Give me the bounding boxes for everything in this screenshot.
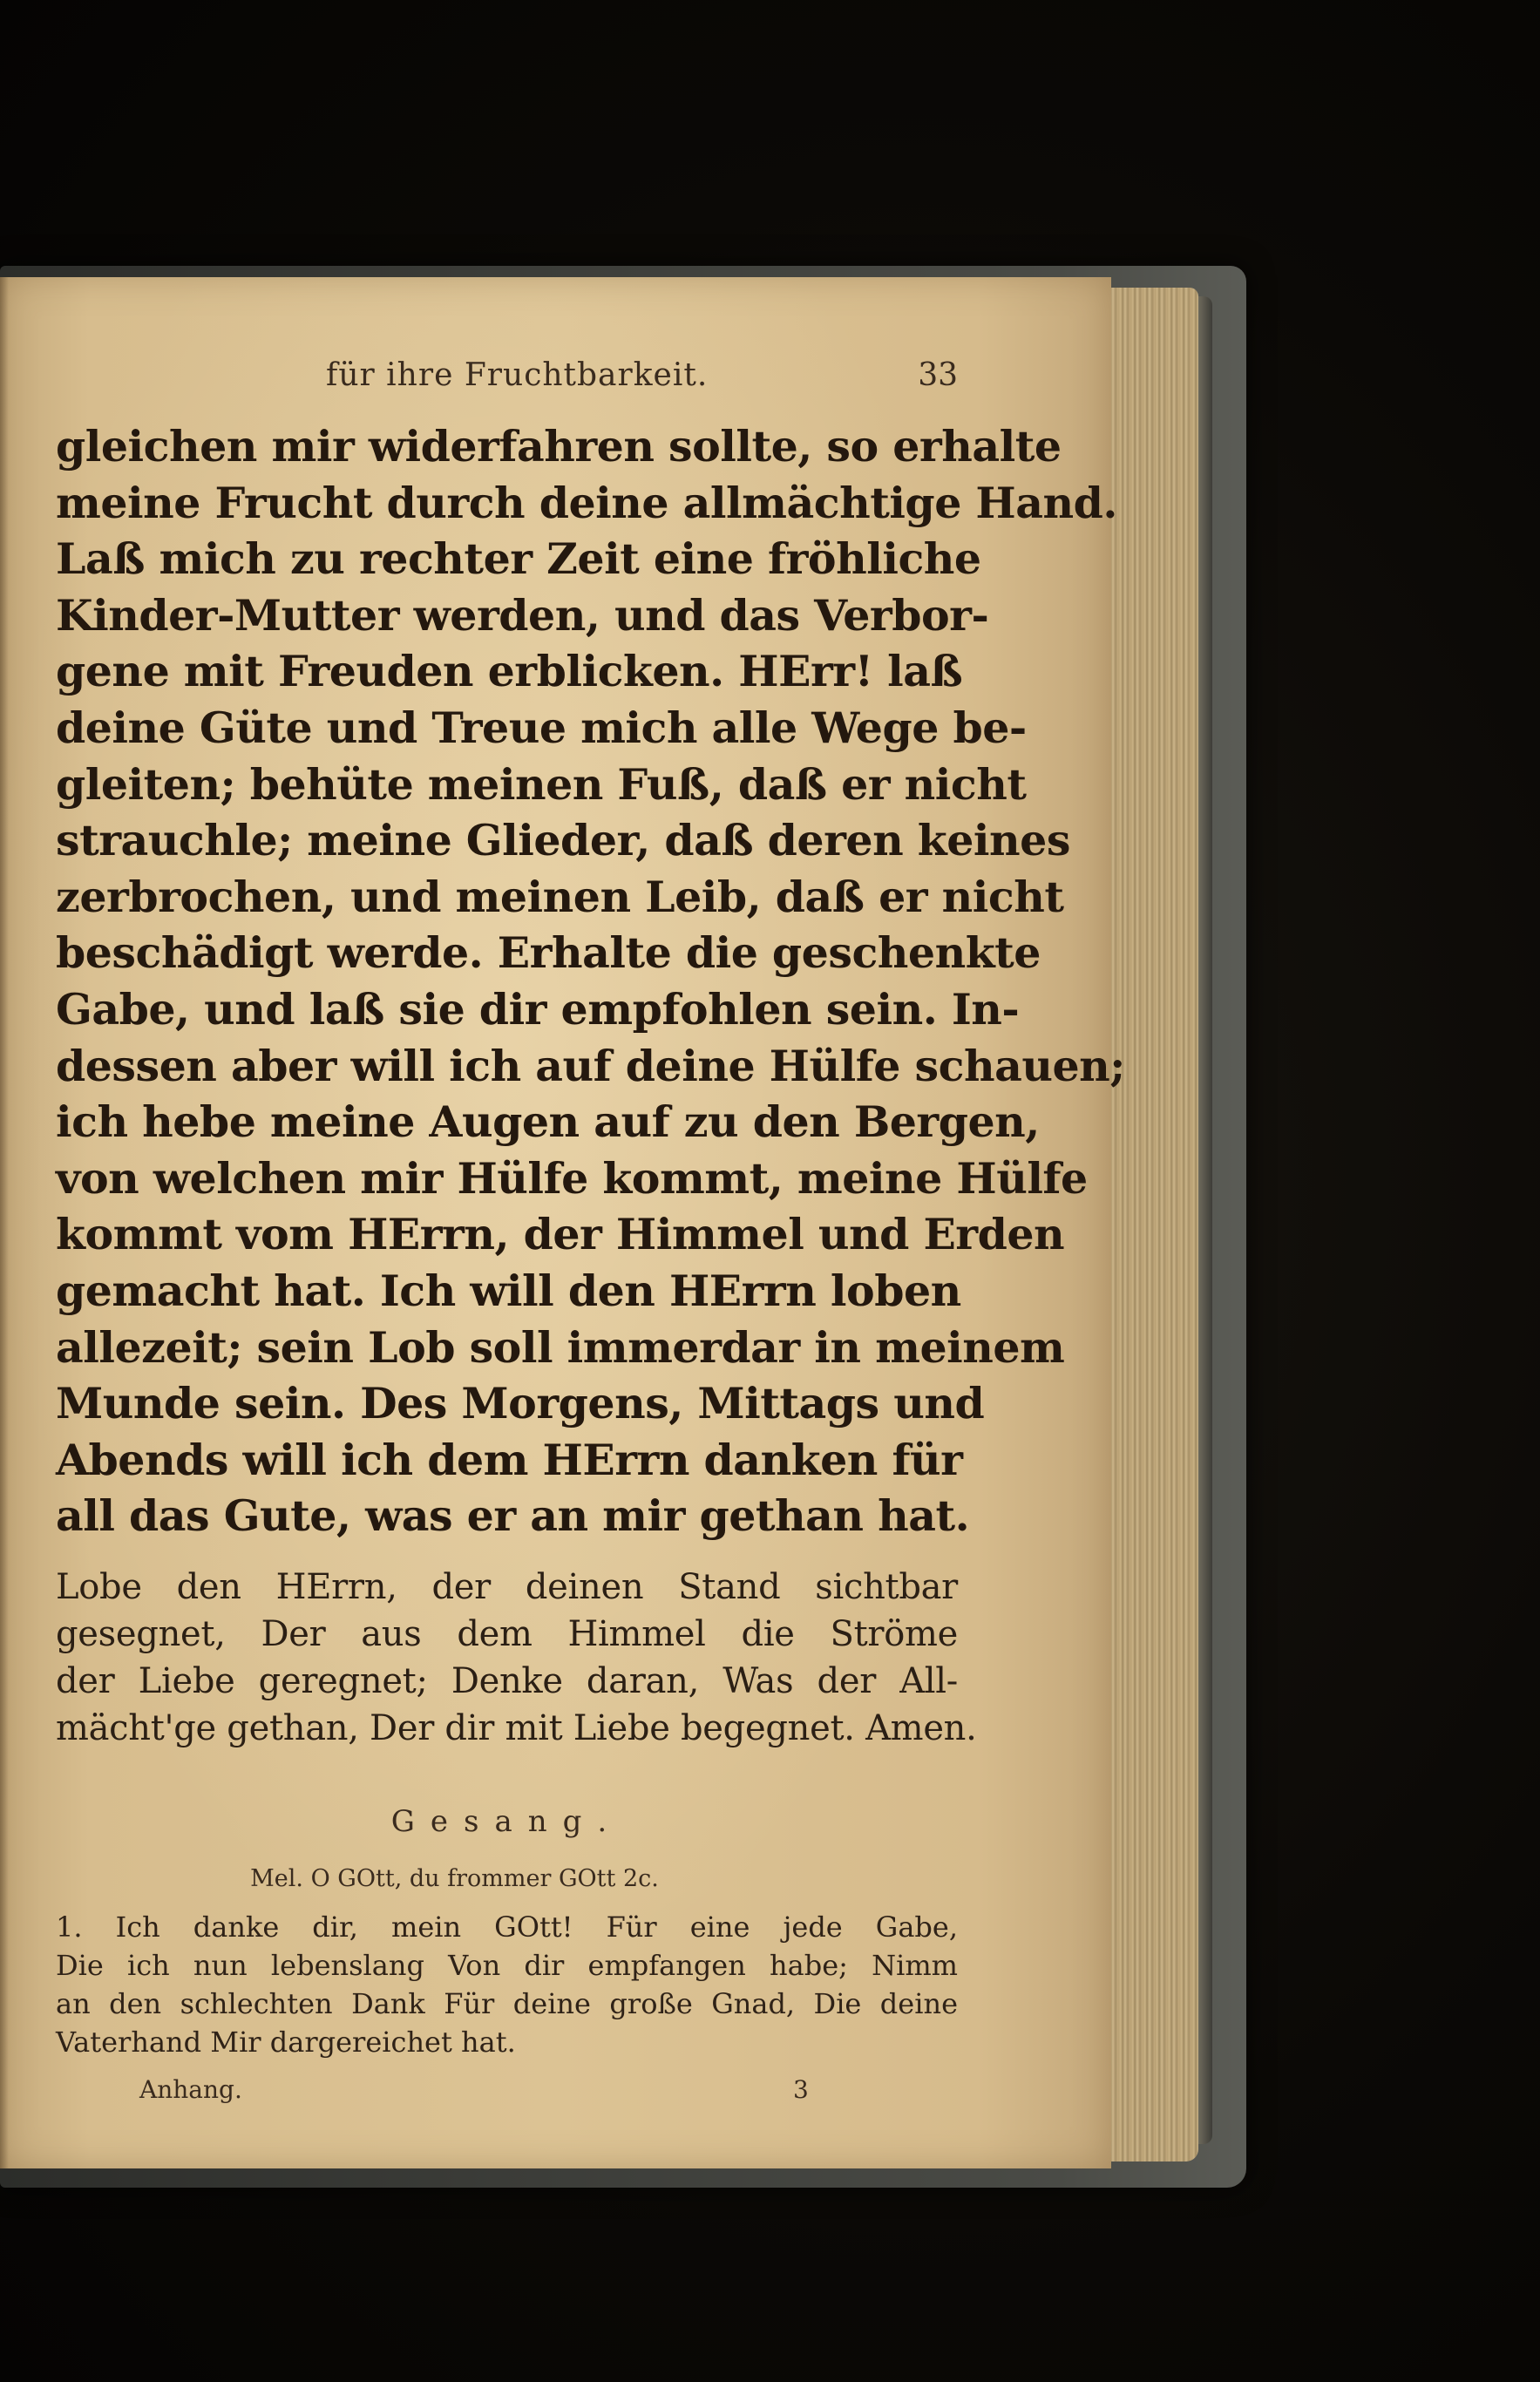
- stanza-line: Vaterhand Mir dargereichet hat.: [56, 2025, 516, 2059]
- prayer-line: Laß mich zu rechter Zeit eine fröhliche: [56, 533, 981, 585]
- verse-line: gesegnet, Der aus dem Himmel die Ströme: [56, 1613, 958, 1654]
- verse-line: mächt'ge gethan, Der dir mit Liebe begegnet. Amen.: [56, 1707, 977, 1748]
- prayer-line: gemacht hat. Ich will den HErrn loben: [56, 1265, 961, 1316]
- prayer-line: deine Güte und Treue mich alle Wege be-: [56, 702, 1027, 753]
- verse-text: [56, 1564, 977, 1752]
- prayer-line: gleiten; behüte meinen Fuß, daß er nicht: [56, 758, 1027, 810]
- prayer-line: dessen aber will ich auf deine Hülfe schauen;: [56, 1040, 1125, 1091]
- prayer-line: strauchle; meine Glieder, daß deren keines: [56, 815, 1070, 866]
- running-head: [56, 357, 958, 410]
- stanza-line: 1. Ich danke dir, mein GOtt! Für eine jede Gabe,: [56, 1910, 958, 1944]
- prayer-line: gene mit Freuden erblicken. HErr! laß: [56, 646, 963, 697]
- prayer-line: beschädigt werde. Erhalte die geschenkte: [56, 927, 1041, 979]
- page-number: 33: [918, 357, 958, 393]
- prayer-line: zerbrochen, und meinen Leib, daß er nicht: [56, 871, 1064, 922]
- verse-line: Lobe den HErrn, der deinen Stand sichtbar: [56, 1566, 958, 1607]
- signature-label: Anhang.: [139, 2074, 242, 2104]
- verse-line: der Liebe geregnet; Denke daran, Was der All-: [56, 1660, 958, 1701]
- prayer-line: kommt vom HErrn, der Himmel und Erden: [56, 1209, 1065, 1260]
- prayer-text: [56, 418, 1125, 1544]
- signature-mark: 3: [793, 2074, 809, 2104]
- prayer-line: Gabe, und laß sie dir empfohlen sein. In-: [56, 983, 1020, 1035]
- prayer-line: Munde sein. Des Morgens, Mittags und: [56, 1378, 985, 1429]
- prayer-line: Abends will ich dem HErrn danken für: [56, 1434, 963, 1485]
- prayer-line: ich hebe meine Augen auf zu den Bergen,: [56, 1096, 1040, 1148]
- hymn-stanza: [56, 1908, 958, 2061]
- page-gutter-shadow: [0, 277, 9, 2168]
- book-page: [0, 277, 1125, 2168]
- page-content: [56, 357, 1125, 2110]
- signature-line: [56, 2075, 958, 2110]
- prayer-line: meine Frucht durch deine allmächtige Hand.: [56, 477, 1117, 528]
- prayer-line: allezeit; sein Lob soll immerdar in meinem: [56, 1321, 1065, 1373]
- prayer-line: von welchen mir Hülfe kommt, meine Hülfe: [56, 1152, 1088, 1204]
- melody-line: Mel. O GOtt, du frommer GOtt 2c.: [250, 1864, 659, 1892]
- hymn-title: Gesang.: [390, 1803, 623, 1839]
- stanza-line: Die ich nun lebenslang Von dir empfangen habe; Nimm: [56, 1948, 958, 1982]
- running-title: für ihre Fruchtbarkeit.: [326, 357, 709, 393]
- prayer-line: Kinder-Mutter werden, und das Verbor-: [56, 589, 989, 641]
- stanza-line: an den schlechten Dank Für deine große Gnad, Die deine: [56, 1986, 958, 2020]
- prayer-line: all das Gute, was er an mir gethan hat.: [56, 1490, 970, 1542]
- prayer-line: gleichen mir widerfahren sollte, so erhalte: [56, 421, 1062, 472]
